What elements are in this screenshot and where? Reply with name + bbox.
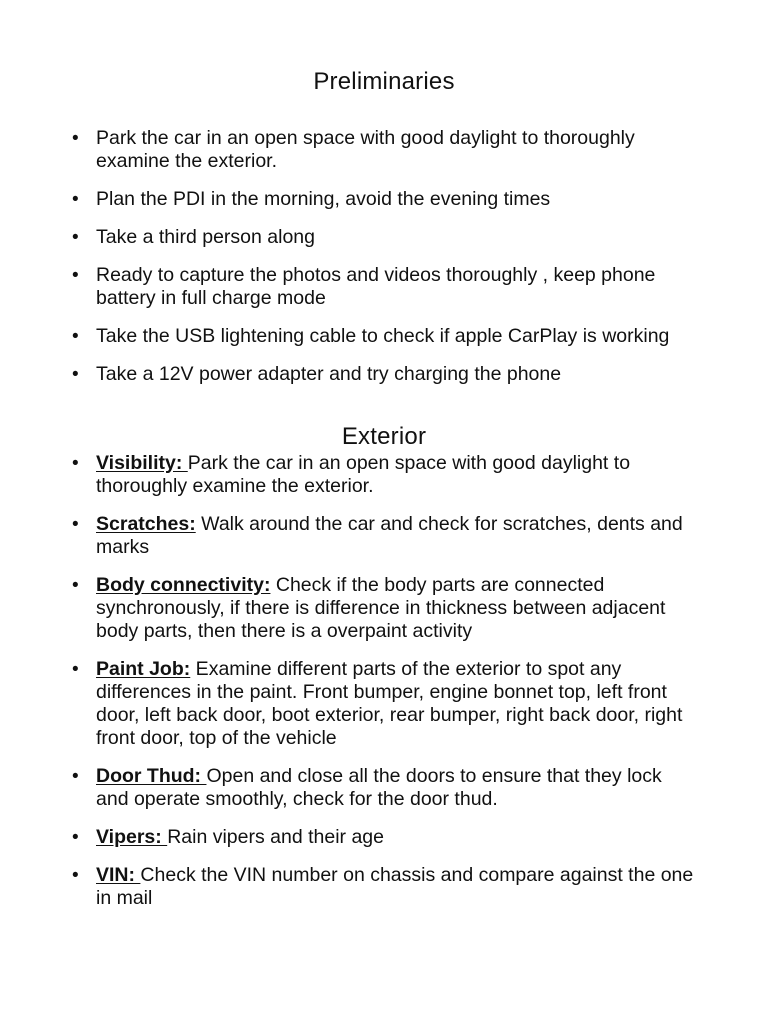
bullet-icon: •	[72, 326, 79, 347]
item-term: Body connectivity:	[96, 574, 271, 596]
item-text: Open and close all the doors to ensure that they lock and operate smoothly, check for the door thud.	[96, 765, 662, 810]
item-text: Ready to capture the photos and videos thoroughly , keep phone battery in full charge mode	[96, 264, 656, 309]
item-text: Take the USB lightening cable to check if apple CarPlay is working	[96, 325, 670, 347]
list-item	[0, 513, 768, 559]
list-item	[0, 188, 768, 211]
preliminaries-list	[0, 127, 768, 401]
bullet-icon: •	[72, 827, 79, 848]
bullet-icon: •	[72, 453, 79, 474]
bullet-icon: •	[72, 766, 79, 787]
item-term: Door Thud:	[96, 765, 207, 787]
bullet-icon: •	[72, 189, 79, 210]
list-item	[0, 765, 768, 811]
bullet-icon: •	[72, 659, 79, 680]
bullet-icon: •	[72, 575, 79, 596]
item-term: Visibility:	[96, 452, 188, 474]
section-title-exterior: Exterior	[341, 423, 427, 450]
list-item	[0, 826, 768, 849]
item-text: Rain vipers and their age	[167, 826, 384, 848]
list-item	[0, 325, 768, 348]
item-text: Walk around the car and check for scratches, dents and marks	[96, 513, 683, 558]
bullet-icon: •	[72, 514, 79, 535]
bullet-icon: •	[72, 265, 79, 286]
item-text: Take a third person along	[96, 226, 315, 248]
list-item	[0, 363, 768, 386]
item-text: Examine different parts of the exterior to spot any differences in the paint. Front bumper, engine bonnet top, left front door, left back door, boot exterior, rear bumper, right back door, right front door, top of the vehicle	[96, 658, 683, 749]
bullet-icon: •	[72, 865, 79, 886]
item-term: Vipers:	[96, 826, 168, 848]
list-item	[0, 864, 768, 910]
item-term: VIN:	[96, 864, 141, 886]
item-text: Park the car in an open space with good daylight to thoroughly examine the exterior.	[96, 452, 631, 497]
item-text: Park the car in an open space with good daylight to thoroughly examine the exterior.	[96, 127, 635, 172]
list-item	[0, 264, 768, 310]
list-item	[0, 574, 768, 643]
item-text: Take a 12V power adapter and try charging the phone	[96, 363, 562, 385]
bullet-icon: •	[72, 128, 79, 149]
item-term: Paint Job:	[96, 658, 191, 680]
item-text: Check the VIN number on chassis and compare against the one in mail	[96, 864, 694, 909]
bullet-icon: •	[72, 227, 79, 248]
item-term: Scratches:	[96, 513, 196, 535]
item-text: Plan the PDI in the morning, avoid the evening times	[96, 188, 551, 210]
item-text: Check if the body parts are connected synchronously, if there is difference in thickness between adjacent body parts, then there is a overpaint activity	[96, 574, 666, 642]
list-item	[0, 127, 768, 173]
exterior-list	[0, 452, 768, 925]
list-item	[0, 658, 768, 750]
list-item	[0, 226, 768, 249]
list-item	[0, 452, 768, 498]
section-title-preliminaries: Preliminaries	[313, 68, 455, 95]
bullet-icon: •	[72, 364, 79, 385]
